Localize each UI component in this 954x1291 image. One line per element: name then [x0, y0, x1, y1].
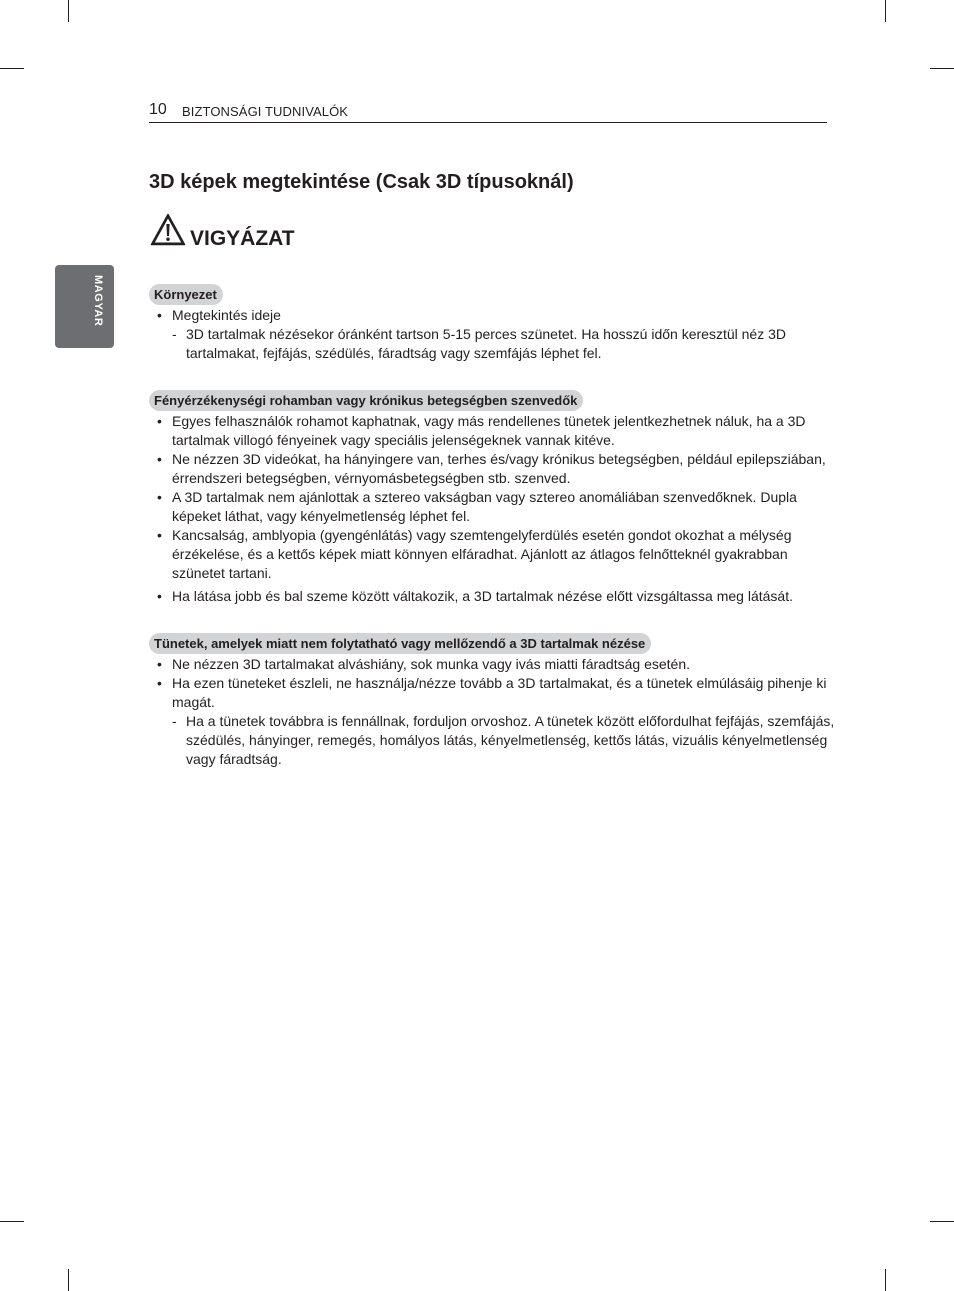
crop-mark — [0, 1221, 24, 1222]
list-item-text: Megtekintés ideje — [172, 307, 281, 323]
language-side-tab — [55, 265, 114, 348]
caution-label: VIGYÁZAT — [190, 227, 295, 250]
warning-triangle-icon — [150, 213, 186, 246]
bullet-icon: • — [157, 656, 162, 672]
page-number: 10 — [149, 101, 167, 118]
list-item — [149, 488, 839, 526]
sub-item-text: Ha a tünetek továbbra is fennállnak, forduljon orvoshoz. A tünetek között előfordulhat fejfájás, szemfájás, szédülés, hányinger, remegés, homályos látás, kényelmetlenség, kettős látás, vizuális kényelmetlenség vagy fáradtság. — [186, 713, 835, 767]
list-item-text: Ne nézzen 3D tartalmakat alváshiány, sok munka vagy ivás miatti fáradtság esetén. — [172, 656, 690, 672]
language-label: MAGYAR — [92, 275, 104, 327]
section-list-photosensitivity — [149, 412, 839, 606]
dash-icon: - — [172, 713, 177, 729]
list-item-text: Kancsalság, amblyopia (gyengénlátás) vagy szemtengelyferdülés esetén gondot okozhat a mélység érzékelése, és a kettős képek miatt könnyen elfáradhat. Ajánlott az átlagos felnőtteknél gyakrabban szünetet tartani. — [172, 527, 792, 581]
crop-mark — [0, 68, 24, 69]
list-item-text: Egyes felhasználók rohamot kaphatnak, vagy más rendellenes tünetek jelentkezhetnek náluk, ha a 3D tartalmak villogó fényeinek vagy speciális jelenségeknek vannak kitéve. — [172, 413, 806, 448]
section-heading-environment: Környezet — [149, 284, 223, 305]
section-heading-photosensitivity: Fényérzékenységi rohamban vagy krónikus betegségben szenvedők — [149, 390, 583, 411]
bullet-icon: • — [157, 489, 162, 505]
list-item — [149, 412, 839, 450]
section-list-symptoms — [149, 655, 839, 769]
list-item — [149, 655, 839, 674]
list-item-text: Ne nézzen 3D videókat, ha hányingere van, terhes és/vagy krónikus betegségben, például epilepsziában, érrendszeri betegségben, vérnyomásbetegségben stb. szenved. — [172, 451, 826, 486]
list-item-text: Ha ezen tüneteket észleli, ne használja/nézze tovább a 3D tartalmakat, és a tünetek elmúlásáig pihenje ki magát. — [172, 675, 827, 710]
list-item-text: A 3D tartalmak nem ajánlottak a sztereo vakságban vagy sztereo anomáliában szenvedőknek. Dupla képeket láthat, vagy kényelmetlenség léphet fel. — [172, 489, 797, 524]
page-header — [149, 100, 827, 123]
header-section-title: BIZTONSÁGI TUDNIVALÓK — [182, 104, 349, 119]
list-item-text: Ha látása jobb és bal szeme között váltakozik, a 3D tartalmak nézése előtt vizsgáltassa meg látását. — [172, 588, 793, 604]
bullet-icon: • — [157, 413, 162, 429]
dash-icon: - — [172, 326, 177, 342]
crop-mark — [68, 1269, 69, 1291]
list-item — [149, 306, 839, 363]
crop-mark — [68, 0, 69, 22]
bullet-icon: • — [157, 527, 162, 543]
section-heading-symptoms: Tünetek, amelyek miatt nem folytatható vagy mellőzendő a 3D tartalmak nézése — [149, 633, 651, 654]
sub-list-item — [172, 712, 839, 769]
list-item — [149, 674, 839, 769]
sub-item-text: 3D tartalmak nézésekor óránként tartson 5-15 perces szünetet. Ha hosszú időn keresztül néz 3D tartalmakat, fejfájás, szédülés, fáradtság vagy szemfájás léphet fel. — [186, 326, 786, 361]
crop-mark — [885, 1269, 886, 1291]
bullet-icon: • — [157, 307, 162, 323]
bullet-icon: • — [157, 451, 162, 467]
crop-mark — [930, 68, 954, 69]
list-item — [149, 450, 839, 488]
list-item — [149, 587, 839, 606]
sub-list-item — [172, 325, 839, 363]
list-item — [149, 526, 839, 583]
page-title: 3D képek megtekintése (Csak 3D típusoknál) — [149, 171, 574, 193]
section-list-environment — [149, 306, 839, 363]
bullet-icon: • — [157, 588, 162, 604]
bullet-icon: • — [157, 675, 162, 691]
crop-mark — [885, 0, 886, 22]
crop-mark — [930, 1221, 954, 1222]
